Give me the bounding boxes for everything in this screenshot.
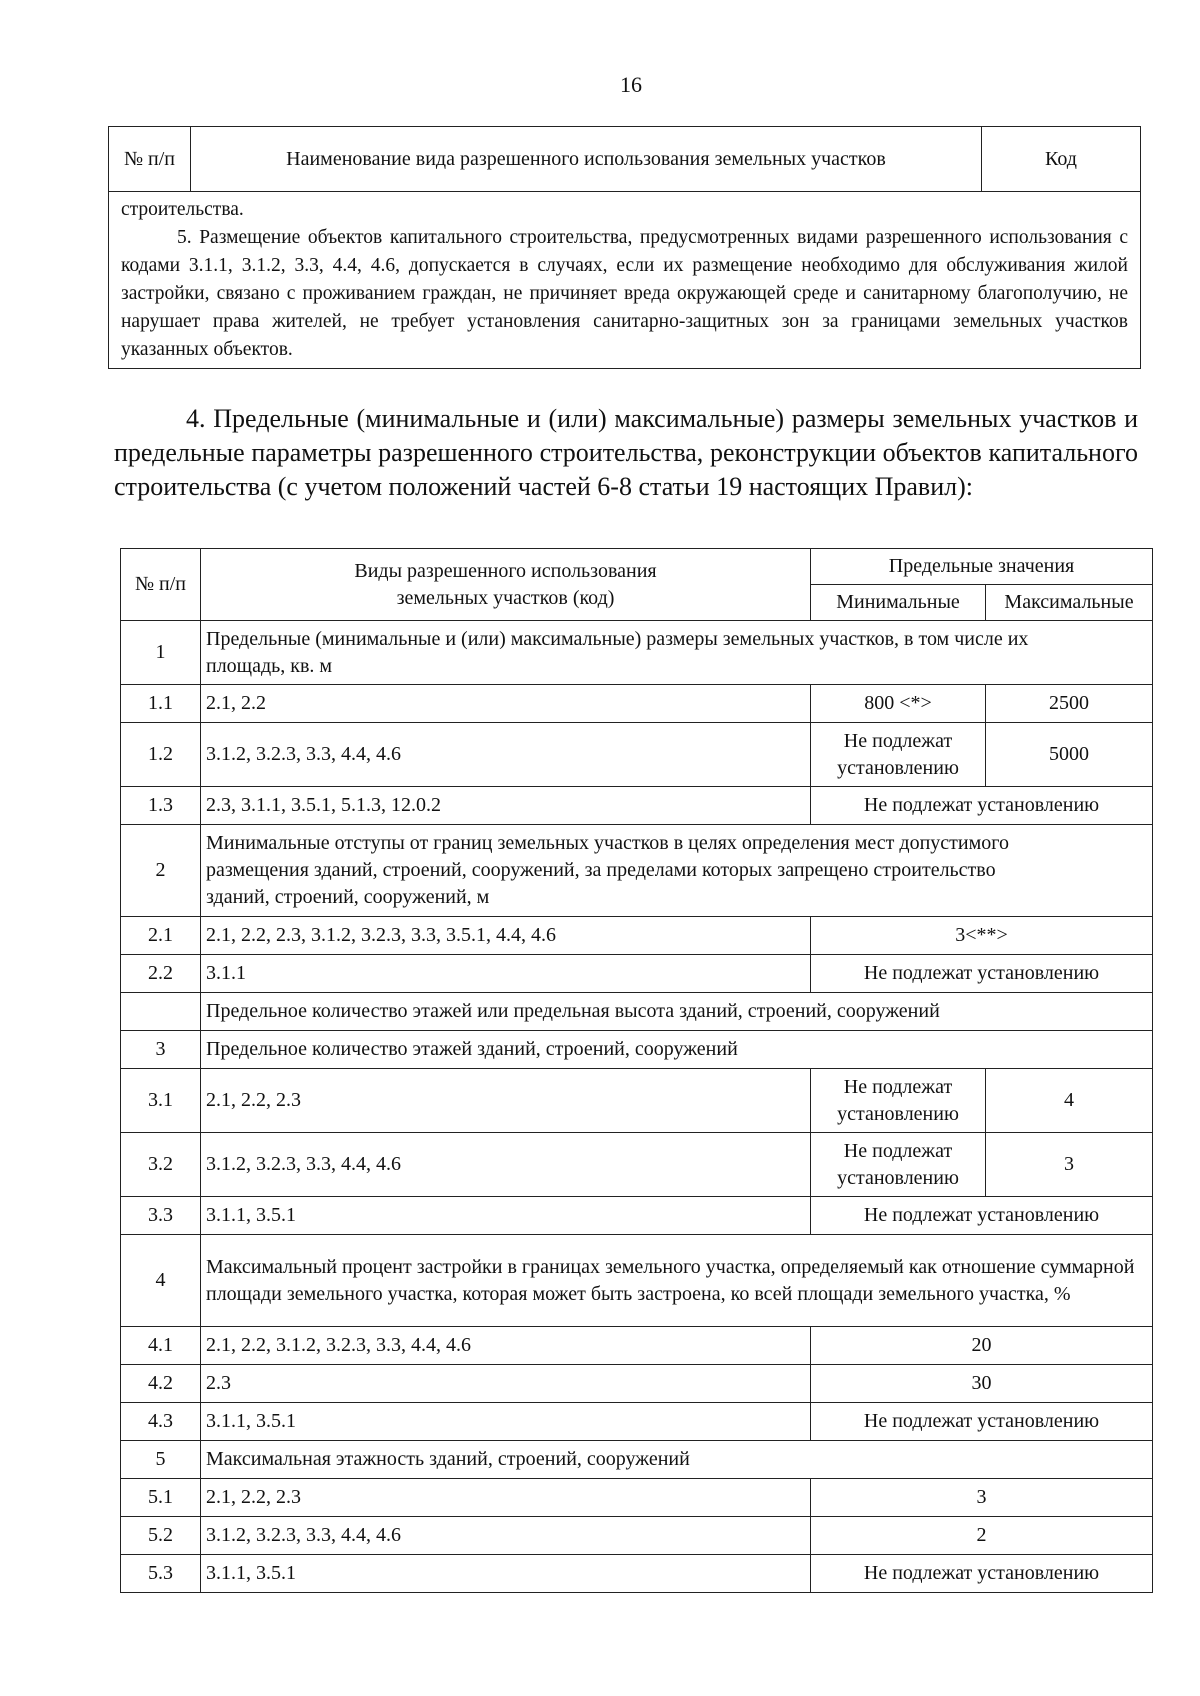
row-num: 2 bbox=[121, 825, 201, 917]
row-value: Не подлежат установлению bbox=[811, 787, 1153, 825]
row-text: Предельные (минимальные и (или) максимальные) размеры земельных участков, в том числе их площадь, кв. м bbox=[201, 621, 1153, 685]
row-text: Предельное количество этажей зданий, строений, сооружений bbox=[201, 1031, 1153, 1069]
continuation-line: строительства. bbox=[121, 199, 244, 220]
row-codes: 3.1.2, 3.2.3, 3.3, 4.4, 4.6 bbox=[201, 1517, 811, 1555]
row-num: 5.1 bbox=[121, 1479, 201, 1517]
header-limit-values: Предельные значения bbox=[811, 549, 1153, 585]
row-num: 5.3 bbox=[121, 1555, 201, 1593]
table-row bbox=[121, 787, 1153, 825]
row-num: 4 bbox=[121, 1235, 201, 1327]
row-value: Не подлежат установлению bbox=[811, 955, 1153, 993]
row-codes: 2.3 bbox=[201, 1365, 811, 1403]
row-num: 4.2 bbox=[121, 1365, 201, 1403]
page-number: 16 bbox=[620, 72, 642, 97]
table-row bbox=[121, 1197, 1153, 1235]
row-num: 3.3 bbox=[121, 1197, 201, 1235]
row-codes: 2.3, 3.1.1, 3.5.1, 5.1.3, 12.0.2 bbox=[201, 787, 811, 825]
row-codes: 3.1.1, 3.5.1 bbox=[201, 1403, 811, 1441]
table-row bbox=[121, 1479, 1153, 1517]
row-num: 2.1 bbox=[121, 917, 201, 955]
row-num: 3.2 bbox=[121, 1133, 201, 1197]
table-header-row bbox=[109, 127, 1141, 192]
table-row bbox=[121, 917, 1153, 955]
limits-table bbox=[120, 548, 1153, 1593]
table-row bbox=[121, 685, 1153, 723]
table-row bbox=[121, 955, 1153, 993]
row-codes: 3.1.1, 3.5.1 bbox=[201, 1197, 811, 1235]
row-max: 5000 bbox=[986, 723, 1153, 787]
row-codes: 2.1, 2.2, 3.1.2, 3.2.3, 3.3, 4.4, 4.6 bbox=[201, 1327, 811, 1365]
row-num: 4.1 bbox=[121, 1327, 201, 1365]
row-num: 1.1 bbox=[121, 685, 201, 723]
section-4-heading: 4. Предельные (минимальные и (или) максимальные) размеры земельных участков и предельные параметры разрешенного строительства, реконструкции объектов капитального строительства (с учетом положений частей 6-8 статьи 19 настоящих Правил): bbox=[114, 404, 1138, 501]
table-row bbox=[121, 1235, 1153, 1327]
row-value: 30 bbox=[811, 1365, 1153, 1403]
table-row bbox=[121, 1555, 1153, 1593]
row-num: 5.2 bbox=[121, 1517, 201, 1555]
permitted-use-table-continuation bbox=[108, 126, 1141, 369]
row-min: Не подлежат установлению bbox=[811, 1069, 986, 1133]
table-row bbox=[121, 723, 1153, 787]
table-row bbox=[121, 621, 1153, 685]
row-num: 3 bbox=[121, 1031, 201, 1069]
header-code: Код bbox=[982, 127, 1141, 192]
row-min: Не подлежат установлению bbox=[811, 723, 986, 787]
row-max: 2500 bbox=[986, 685, 1153, 723]
row-value: 3 bbox=[811, 1479, 1153, 1517]
header-max: Максимальные bbox=[986, 585, 1153, 621]
header-num: № п/п bbox=[109, 127, 191, 192]
row-max: 4 bbox=[986, 1069, 1153, 1133]
table-row bbox=[121, 1365, 1153, 1403]
row-codes: 2.1, 2.2, 2.3 bbox=[201, 1069, 811, 1133]
row-codes: 2.1, 2.2, 2.3 bbox=[201, 1479, 811, 1517]
row-value: Не подлежат установлению bbox=[811, 1197, 1153, 1235]
table-row bbox=[121, 1133, 1153, 1197]
row-codes: 2.1, 2.2 bbox=[201, 685, 811, 723]
row-num: 1.2 bbox=[121, 723, 201, 787]
row-value: 3<**> bbox=[811, 917, 1153, 955]
row-num: 4.3 bbox=[121, 1403, 201, 1441]
continuation-row bbox=[109, 192, 1141, 369]
header-min: Минимальные bbox=[811, 585, 986, 621]
table-row bbox=[121, 1441, 1153, 1479]
table-row bbox=[121, 1517, 1153, 1555]
table-row bbox=[121, 1327, 1153, 1365]
table-row bbox=[121, 1031, 1153, 1069]
header-num: № п/п bbox=[121, 549, 201, 621]
row-num bbox=[121, 993, 201, 1031]
table-row bbox=[121, 993, 1153, 1031]
continuation-cell bbox=[109, 192, 1141, 369]
row-max: 3 bbox=[986, 1133, 1153, 1197]
row-text: Максимальный процент застройки в границах земельного участка, определяемый как отношение суммарной площади земельного участка, которая может быть застроена, ко всей площади земельного участка, % bbox=[201, 1235, 1153, 1327]
row-min: 800 <*> bbox=[811, 685, 986, 723]
row-num: 3.1 bbox=[121, 1069, 201, 1133]
table-header-row bbox=[121, 549, 1153, 585]
table-row bbox=[121, 825, 1153, 917]
row-min: Не подлежат установлению bbox=[811, 1133, 986, 1197]
row-text: Минимальные отступы от границ земельных участков в целях определения мест допустимого размещения зданий, строений, сооружений, за пределами которых запрещено строительство зданий, строений, сооружений, м bbox=[201, 825, 1153, 917]
row-text: Предельное количество этажей или предельная высота зданий, строений, сооружений bbox=[201, 993, 1153, 1031]
row-codes: 3.1.1 bbox=[201, 955, 811, 993]
header-types: Виды разрешенного использования земельных участков (код) bbox=[201, 549, 811, 621]
row-num: 2.2 bbox=[121, 955, 201, 993]
table-row bbox=[121, 1403, 1153, 1441]
row-num: 5 bbox=[121, 1441, 201, 1479]
table-row bbox=[121, 1069, 1153, 1133]
row-value: 2 bbox=[811, 1517, 1153, 1555]
row-num: 1.3 bbox=[121, 787, 201, 825]
row-codes: 3.1.1, 3.5.1 bbox=[201, 1555, 811, 1593]
row-value: Не подлежат установлению bbox=[811, 1555, 1153, 1593]
row-text: Максимальная этажность зданий, строений, сооружений bbox=[201, 1441, 1153, 1479]
row-value: 20 bbox=[811, 1327, 1153, 1365]
header-name: Наименование вида разрешенного использования земельных участков bbox=[191, 127, 982, 192]
row-codes: 3.1.2, 3.2.3, 3.3, 4.4, 4.6 bbox=[201, 1133, 811, 1197]
row-num: 1 bbox=[121, 621, 201, 685]
row-codes: 3.1.2, 3.2.3, 3.3, 4.4, 4.6 bbox=[201, 723, 811, 787]
paragraph-5: 5. Размещение объектов капитального строительства, предусмотренных видами разрешенного использования с кодами 3.1.1, 3.1.2, 3.3, 4.4, 4.6, допускается в случаях, если их размещение необходимо для обслуживания жилой застройки, связано с проживанием граждан, не причиняет вреда окружающей среде и санитарному благополучию, не нарушает права жителей, не требует установления санитарно-защитных зон за границами земельных участков указанных объектов. bbox=[121, 227, 1128, 360]
row-codes: 2.1, 2.2, 2.3, 3.1.2, 3.2.3, 3.3, 3.5.1, 4.4, 4.6 bbox=[201, 917, 811, 955]
row-value: Не подлежат установлению bbox=[811, 1403, 1153, 1441]
